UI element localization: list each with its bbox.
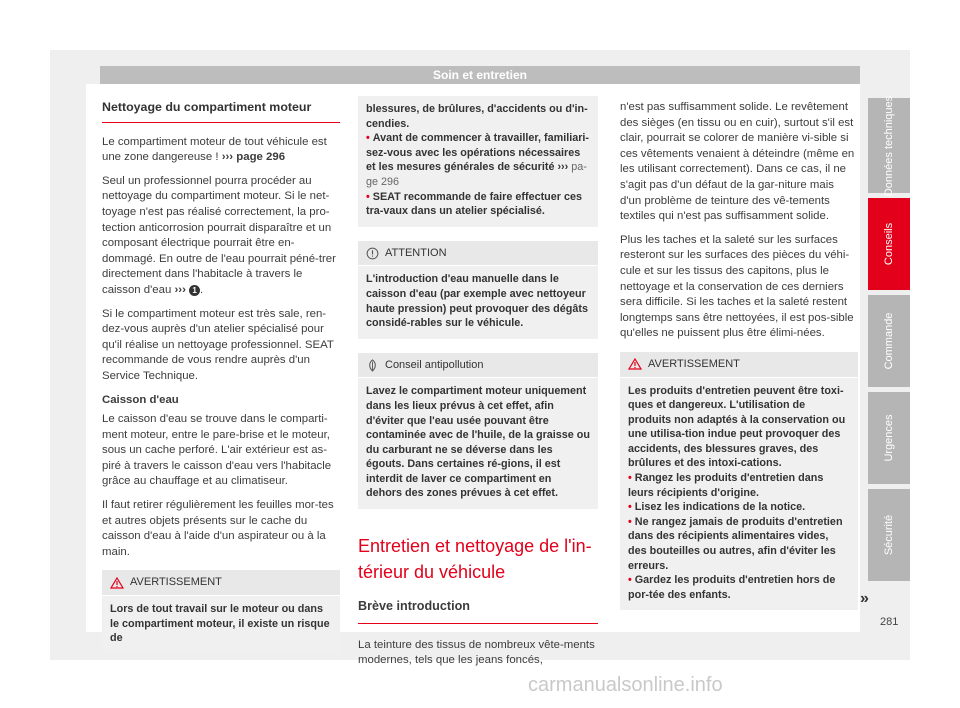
ref-arrow: ››› [557, 161, 569, 174]
info-circle-icon [366, 247, 379, 260]
paragraph [102, 135, 340, 166]
subheading: Caisson d'eau [102, 393, 179, 406]
bullet-item [366, 131, 590, 189]
bullet-text: SEAT recommande de faire effectuer ces tra-vaux dans un atelier spécialisé. [366, 190, 583, 218]
warning-box [620, 352, 858, 611]
eco-tip-header [358, 353, 598, 379]
paragraph: Plus les taches et la saleté sur les surfaces resteront sur les surfaces des pièces du véhi-cule et sur les tissus des capitons, plus le nettoyage et la conservation de ces derniers sera difficile. Si les taches et la saleté restent longtemps sans être nettoyées, il est pos-sible qu'elles ne puissent plus être élimi-nées. [620, 233, 854, 340]
bullet-text: Ne rangez jamais de produits d'entretien dans des récipients alimentaires vides, des bouteilles ou autres, afin d'éviter les erreurs. [628, 515, 843, 572]
ref-arrow: ››› [174, 283, 186, 296]
leaf-icon [366, 359, 379, 372]
bullet-text: Rangez les produits d'entretien dans leurs récipients d'origine. [628, 472, 824, 499]
tab-commande[interactable] [868, 295, 910, 387]
eco-tip-title: Conseil antipollution [385, 358, 484, 371]
bullet-item [628, 500, 850, 515]
page-ref-link[interactable]: pa-ge 296 [366, 161, 587, 188]
warning-triangle-icon [110, 577, 124, 589]
page-number: 281 [880, 616, 899, 628]
warning-title: AVERTISSEMENT [130, 576, 222, 589]
warning-header [102, 570, 340, 596]
bullet-text: Avant de commencer à travailler, familiari-sez-vous avec les opérations nécessaires et les mesures générales de sécurité [366, 132, 590, 174]
eco-tip-box [358, 353, 598, 509]
subtitle: Brève introduction [358, 593, 598, 624]
warning-text: Les produits d'entretien peuvent être toxi-ques et dangereux. L'utilisation de produits non adaptés à la conservation ou une utilisa-tion indue peut provoquer des accidents, des blessures graves, des brûlures et des intoxi-cations. [628, 384, 846, 470]
warning-title: AVERTISSEMENT [648, 357, 740, 370]
paragraph: Seul un professionnel pourra procéder au nettoyage du compartiment moteur. Si le net-toyage n'est pas réalisé correctement, la pro-tection anticorrosion pourrait disparaître et un composant électrique pourrait être en-dommagé. En outre de l'eau pourrait péné-trer directement dans l'habitacle à travers le caisson d'eau ››› 1 . [102, 174, 336, 296]
bullet-icon: • [628, 501, 632, 514]
tab-label: Sécurité [883, 514, 895, 556]
warning-header [620, 352, 858, 378]
bullet-item [366, 190, 590, 219]
bullet-item [628, 573, 850, 602]
tab-securite[interactable] [868, 489, 910, 581]
attention-text: L'introduction d'eau manuelle dans le caisson d'eau (par exemple avec nettoyeur haute pression) peut provoquer des dégâts considé-rables sur le véhicule. [366, 273, 588, 330]
bullet-icon: • [366, 190, 370, 203]
attention-box [358, 241, 598, 339]
note-number-badge[interactable]: 1 [189, 285, 200, 296]
chapter-heading-block [358, 533, 598, 669]
next-page-arrow-icon[interactable]: » [860, 590, 869, 607]
tab-conseils[interactable] [868, 198, 910, 290]
tab-label: Urgences [883, 414, 895, 462]
bullet-icon: • [628, 472, 632, 485]
page-ref-link[interactable]: page 296 [236, 151, 286, 164]
warning-triangle-icon [628, 358, 642, 370]
tab-donnees-techniques[interactable] [868, 95, 910, 196]
paragraph: La teinture des tissus de nombreux vête-ments modernes, tels que les jeans foncés, [358, 638, 595, 667]
tab-label: Conseils [883, 222, 895, 266]
warning-text: Lors de tout travail sur le moteur ou dans le compartiment moteur, il existe un risque de [110, 603, 330, 645]
paragraph: Il faut retirer régulièrement les feuilles mor-tes et autres objets présents sur le cache du caisson d'eau à l'aide d'un aspirateur ou à la main. [102, 499, 334, 558]
tab-urgences[interactable] [868, 392, 910, 484]
warning-box-continued [358, 96, 598, 227]
section-title: Nettoyage du compartiment moteur [102, 100, 340, 123]
watermark: carmanualsonline.info [528, 674, 723, 696]
bullet-item [628, 515, 850, 573]
paragraph: Si le compartiment moteur est très sale, ren-dez-vous auprès d'un atelier spécialisé pour qu'il réalise un nettoyage professionnel. SEAT recommande de vous rendre auprès d'un Service Technique. [102, 307, 334, 382]
column-2 [358, 96, 598, 677]
bullet-text: Lisez les indications de la notice. [634, 501, 806, 514]
ref-arrow: ››› [221, 151, 234, 164]
warning-text: blessures, de brûlures, d'accidents ou d'in-cendies. [366, 103, 588, 130]
attention-title: ATTENTION [385, 246, 447, 259]
bullet-icon: • [628, 515, 632, 528]
bullet-icon: • [628, 574, 632, 587]
bullet-text: Gardez les produits d'entretien hors de por-tée des enfants. [628, 574, 836, 601]
paragraph-text: Seul un professionnel pourra procéder au nettoyage du compartiment moteur. Si le net-toyage n'est pas réalisé correctement, la pro-tection anticorrosion pourrait disparaître et un composant électrique pourrait être en-dommagé. En outre de l'eau pourrait péné-trer directement dans l'habitacle à travers le caisson d'eau [102, 174, 336, 296]
bullet-icon: • [366, 132, 370, 145]
tab-label: Commande [883, 312, 895, 370]
eco-tip-text: Lavez le compartiment moteur uniquement dans les lieux prévus à cet effet, afin d'éviter que l'eau usée pouvant être contaminée avec de l'huile, de la graisse ou du carburant ne se déverse dans les égouts. Dans certaines ré-gions, il est interdit de laver ce compartiment en dehors des zones prévues à cet effet. [366, 385, 590, 500]
bullet-item [628, 471, 850, 500]
chapter-header: Soin et entretien [100, 66, 860, 84]
chapter-title: Entretien et nettoyage de l'in-térieur du véhicule [358, 536, 592, 583]
attention-header [358, 241, 598, 267]
tab-label: Données techniques [883, 95, 895, 196]
warning-box [102, 570, 340, 653]
paragraph: n'est pas suffisamment solide. Le revêtement des sièges (en tissu ou en cuir), surtout s'il est clair, pourrait se colorer de manière vi-sible si ces vêtements venaient à déteindre (même en les utilisant correctement). Dans ce cas, il ne s'agit pas d'un défaut de la gar-niture mais d'un problème de teinture des vê-tements textiles qui n'est pas suffisamment solide. [620, 101, 855, 223]
column-1 [102, 100, 340, 654]
column-3 [620, 100, 858, 610]
paragraph: Le caisson d'eau se trouve dans le comparti-ment moteur, entre le pare-brise et le moteur, sous un cache perforé. L'air extérieur est as-piré à travers le caisson d'eau vers l'habitacle grâce au chauffage et au climatiseur. [102, 413, 332, 488]
paragraph-text: Le compartiment moteur de tout véhicule est une zone dangereuse ! [102, 135, 327, 164]
